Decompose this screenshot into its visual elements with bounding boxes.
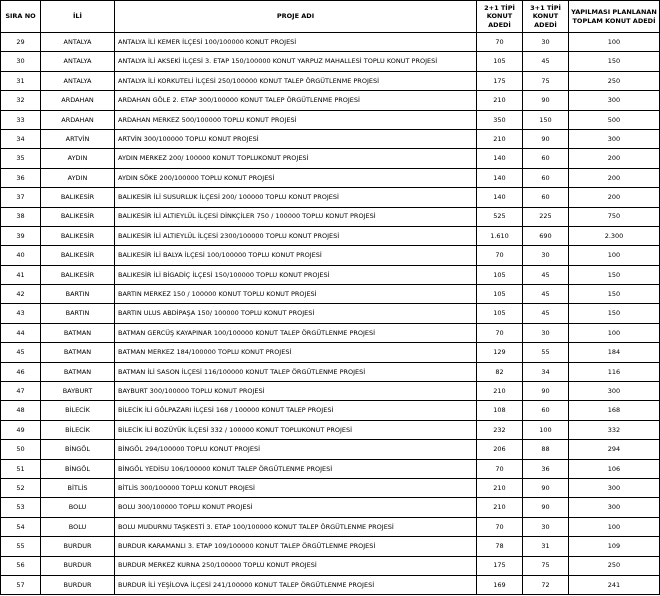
cell-sira-no: 35 [1,149,41,168]
cell-toplam-konut: 2.300 [569,226,660,245]
cell-toplam-konut: 100 [569,517,660,536]
cell-2-1-konut: 140 [477,149,523,168]
cell-toplam-konut: 150 [569,304,660,323]
table-row [1,33,660,52]
cell-toplam-konut: 300 [569,478,660,497]
cell-3-1-konut: 90 [523,129,569,148]
cell-3-1-konut: 690 [523,226,569,245]
table-row [1,575,660,594]
cell-proje-adi: AYDIN SÖKE 200/100000 TOPLU KONUT PROJESİ [115,168,477,187]
cell-3-1-konut: 45 [523,285,569,304]
cell-il: BARTIN [41,304,115,323]
cell-sira-no: 46 [1,362,41,381]
cell-3-1-konut: 225 [523,207,569,226]
cell-il: BAYBURT [41,382,115,401]
cell-il: BATMAN [41,362,115,381]
cell-sira-no: 40 [1,246,41,265]
table-row [1,362,660,381]
table-body [1,33,660,595]
cell-3-1-konut: 100 [523,420,569,439]
cell-toplam-konut: 100 [569,246,660,265]
cell-il: AYDIN [41,149,115,168]
cell-2-1-konut: 169 [477,575,523,594]
cell-toplam-konut: 100 [569,323,660,342]
cell-2-1-konut: 210 [477,129,523,148]
cell-sira-no: 36 [1,168,41,187]
cell-sira-no: 31 [1,71,41,90]
cell-2-1-konut: 210 [477,478,523,497]
cell-3-1-konut: 34 [523,362,569,381]
cell-proje-adi: BURDUR KARAMANLI 3. ETAP 109/100000 KONUT TALEP ÖRGÜTLENME PROJESİ [115,537,477,556]
table-row [1,188,660,207]
cell-toplam-konut: 300 [569,382,660,401]
table-row [1,498,660,517]
cell-proje-adi: BATMAN MERKEZ 184/100000 TOPLU KONUT PROJESİ [115,343,477,362]
table-row [1,91,660,110]
cell-il: BALIKESİR [41,188,115,207]
cell-proje-adi: ARDAHAN GÖLE 2. ETAP 300/100000 KONUT TALEP ÖRGÜTLENME PROJESİ [115,91,477,110]
cell-3-1-konut: 60 [523,149,569,168]
cell-il: BİTLİS [41,478,115,497]
cell-sira-no: 54 [1,517,41,536]
table-row [1,129,660,148]
cell-2-1-konut: 232 [477,420,523,439]
cell-toplam-konut: 200 [569,168,660,187]
table-row [1,304,660,323]
table-row [1,285,660,304]
cell-proje-adi: BARTIN MERKEZ 150 / 100000 KONUT TOPLU KONUT PROJESİ [115,285,477,304]
cell-3-1-konut: 30 [523,517,569,536]
cell-proje-adi: BİLECİK İLİ BOZÜYÜK İLÇESİ 332 / 100000 KONUT TOPLUKONUT PROJESİ [115,420,477,439]
cell-toplam-konut: 150 [569,265,660,284]
cell-proje-adi: BALIKESİR İLİ BALYA İLÇESİ 100/100000 TOPLU KONUT PROJESİ [115,246,477,265]
cell-3-1-konut: 90 [523,498,569,517]
cell-3-1-konut: 31 [523,537,569,556]
cell-sira-no: 37 [1,188,41,207]
cell-3-1-konut: 45 [523,265,569,284]
cell-il: BARTIN [41,285,115,304]
cell-il: BİLECİK [41,420,115,439]
header-3-1-konut: 3+1 TİPİ KONUT ADEDİ [523,1,569,33]
cell-proje-adi: BALIKESİR İLİ BİGADİÇ İLÇESİ 150/100000 TOPLU KONUT PROJESİ [115,265,477,284]
cell-toplam-konut: 150 [569,52,660,71]
cell-il: BALIKESİR [41,226,115,245]
cell-2-1-konut: 70 [477,33,523,52]
cell-proje-adi: BARTIN ULUS ABDİPAŞA 150/ 100000 TOPLU KONUT PROJESİ [115,304,477,323]
table-row [1,246,660,265]
cell-proje-adi: BİTLİS 300/100000 TOPLU KONUT PROJESİ [115,478,477,497]
cell-proje-adi: BURDUR MERKEZ KURNA 250/100000 TOPLU KONUT PROJESİ [115,556,477,575]
table-row [1,110,660,129]
cell-sira-no: 49 [1,420,41,439]
table-row [1,343,660,362]
cell-2-1-konut: 129 [477,343,523,362]
cell-proje-adi: BİNGÖL 294/100000 TOPLU KONUT PROJESİ [115,440,477,459]
cell-il: BURDUR [41,556,115,575]
cell-sira-no: 55 [1,537,41,556]
cell-il: AYDIN [41,168,115,187]
cell-3-1-konut: 36 [523,459,569,478]
cell-3-1-konut: 45 [523,304,569,323]
cell-proje-adi: BİLECİK İLİ GÖLPAZARI İLÇESİ 168 / 100000 KONUT TALEP PROJESİ [115,401,477,420]
cell-proje-adi: BALIKESİR İLİ ALTIEYLÜL İLÇESİ 2300/100000 TOPLU KONUT PROJESİ [115,226,477,245]
cell-toplam-konut: 150 [569,285,660,304]
cell-il: ANTALYA [41,71,115,90]
table-row [1,556,660,575]
cell-il: ANTALYA [41,33,115,52]
cell-sira-no: 41 [1,265,41,284]
table-row [1,440,660,459]
cell-proje-adi: BOLU 300/100000 TOPLU KONUT PROJESİ [115,498,477,517]
cell-proje-adi: AYDIN MERKEZ 200/ 100000 KONUT TOPLUKONUT PROJESİ [115,149,477,168]
cell-sira-no: 29 [1,33,41,52]
cell-proje-adi: BİNGÖL YEDİSU 106/100000 KONUT TALEP ÖRGÜTLENME PROJESİ [115,459,477,478]
cell-2-1-konut: 70 [477,323,523,342]
cell-2-1-konut: 210 [477,91,523,110]
cell-il: BURDUR [41,537,115,556]
table-row [1,517,660,536]
cell-3-1-konut: 75 [523,71,569,90]
table-row [1,226,660,245]
cell-3-1-konut: 60 [523,401,569,420]
cell-proje-adi: BATMAN GERCÜŞ KAYAPINAR 100/100000 KONUT TALEP ÖRGÜTLENME PROJESİ [115,323,477,342]
cell-proje-adi: BATMAN İLİ SASON İLÇESİ 116/100000 KONUT TALEP ÖRGÜTLENME PROJESİ [115,362,477,381]
header-il: İLİ [41,1,115,33]
cell-2-1-konut: 108 [477,401,523,420]
cell-sira-no: 53 [1,498,41,517]
cell-3-1-konut: 30 [523,323,569,342]
table-row [1,382,660,401]
cell-toplam-konut: 168 [569,401,660,420]
cell-toplam-konut: 184 [569,343,660,362]
cell-toplam-konut: 200 [569,188,660,207]
cell-2-1-konut: 78 [477,537,523,556]
cell-2-1-konut: 350 [477,110,523,129]
cell-proje-adi: ANTALYA İLİ KEMER İLÇESİ 100/100000 KONUT PROJESİ [115,33,477,52]
cell-il: BALIKESİR [41,246,115,265]
cell-proje-adi: BAYBURT 300/100000 TOPLU KONUT PROJESİ [115,382,477,401]
table-header [1,1,660,33]
cell-2-1-konut: 105 [477,304,523,323]
cell-il: BİLECİK [41,401,115,420]
cell-sira-no: 44 [1,323,41,342]
cell-3-1-konut: 150 [523,110,569,129]
table-row [1,149,660,168]
cell-sira-no: 52 [1,478,41,497]
cell-2-1-konut: 175 [477,71,523,90]
cell-toplam-konut: 750 [569,207,660,226]
cell-toplam-konut: 100 [569,33,660,52]
cell-toplam-konut: 250 [569,71,660,90]
cell-proje-adi: BALIKESİR İLİ ALTIEYLÜL İLÇESİ DİNKÇİLER 750 / 100000 TOPLU KONUT PROJESİ [115,207,477,226]
cell-toplam-konut: 200 [569,149,660,168]
cell-3-1-konut: 30 [523,33,569,52]
cell-toplam-konut: 106 [569,459,660,478]
cell-il: BATMAN [41,323,115,342]
cell-sira-no: 42 [1,285,41,304]
cell-2-1-konut: 210 [477,498,523,517]
table-row [1,52,660,71]
cell-toplam-konut: 300 [569,498,660,517]
cell-3-1-konut: 45 [523,52,569,71]
cell-il: BOLU [41,498,115,517]
header-toplam-konut: YAPILMASI PLANLANAN TOPLAM KONUT ADEDİ [569,1,660,33]
cell-2-1-konut: 525 [477,207,523,226]
cell-3-1-konut: 88 [523,440,569,459]
header-row [1,1,660,33]
table-row [1,168,660,187]
cell-sira-no: 56 [1,556,41,575]
table-row [1,265,660,284]
header-proje-adi: PROJE ADI [115,1,477,33]
cell-3-1-konut: 90 [523,478,569,497]
cell-toplam-konut: 332 [569,420,660,439]
table-row [1,420,660,439]
cell-3-1-konut: 90 [523,382,569,401]
cell-3-1-konut: 30 [523,246,569,265]
cell-sira-no: 33 [1,110,41,129]
cell-proje-adi: BURDUR İLİ YEŞİLOVA İLÇESİ 241/100000 KONUT TALEP ÖRGÜTLENME PROJESİ [115,575,477,594]
cell-sira-no: 48 [1,401,41,420]
cell-sira-no: 43 [1,304,41,323]
cell-sira-no: 50 [1,440,41,459]
cell-il: BİNGÖL [41,440,115,459]
cell-proje-adi: ARDAHAN MERKEZ 500/100000 TOPLU KONUT PROJESİ [115,110,477,129]
cell-2-1-konut: 82 [477,362,523,381]
cell-3-1-konut: 75 [523,556,569,575]
cell-sira-no: 57 [1,575,41,594]
cell-2-1-konut: 210 [477,382,523,401]
cell-il: BOLU [41,517,115,536]
cell-2-1-konut: 140 [477,188,523,207]
header-sira-no: SIRA NO [1,1,41,33]
cell-proje-adi: ANTALYA İLİ KORKUTELİ İLÇESİ 250/100000 KONUT TALEP ÖRGÜTLENME PROJESİ [115,71,477,90]
cell-il: BALIKESİR [41,207,115,226]
cell-3-1-konut: 60 [523,188,569,207]
table-row [1,323,660,342]
cell-2-1-konut: 175 [477,556,523,575]
cell-proje-adi: BOLU MUDURNU TAŞKESTİ 3. ETAP 100/100000 KONUT TALEP ÖRGÜTLENME PROJESİ [115,517,477,536]
cell-2-1-konut: 70 [477,459,523,478]
cell-sira-no: 38 [1,207,41,226]
cell-3-1-konut: 90 [523,91,569,110]
cell-toplam-konut: 300 [569,91,660,110]
cell-il: BURDUR [41,575,115,594]
header-2-1-konut: 2+1 TİPİ KONUT ADEDİ [477,1,523,33]
cell-toplam-konut: 116 [569,362,660,381]
cell-toplam-konut: 241 [569,575,660,594]
cell-3-1-konut: 60 [523,168,569,187]
cell-2-1-konut: 105 [477,52,523,71]
cell-toplam-konut: 294 [569,440,660,459]
cell-proje-adi: BALIKESİR İLİ SUSURLUK İLÇESİ 200/ 100000 TOPLU KONUT PROJESİ [115,188,477,207]
cell-2-1-konut: 70 [477,517,523,536]
cell-sira-no: 34 [1,129,41,148]
cell-il: ARDAHAN [41,110,115,129]
table-row [1,207,660,226]
cell-toplam-konut: 500 [569,110,660,129]
table-row [1,401,660,420]
cell-proje-adi: ANTALYA İLİ AKSEKİ İLÇESİ 3. ETAP 150/100000 KONUT YARPUZ MAHALLESİ TOPLU KONUT PROJESİ [115,52,477,71]
cell-sira-no: 51 [1,459,41,478]
cell-il: ANTALYA [41,52,115,71]
cell-il: ARTVİN [41,129,115,148]
table-row [1,478,660,497]
cell-il: ARDAHAN [41,91,115,110]
cell-sira-no: 30 [1,52,41,71]
cell-2-1-konut: 1.610 [477,226,523,245]
cell-3-1-konut: 72 [523,575,569,594]
cell-sira-no: 39 [1,226,41,245]
cell-il: BALIKESİR [41,265,115,284]
cell-il: BATMAN [41,343,115,362]
cell-proje-adi: ARTVİN 300/100000 TOPLU KONUT PROJESİ [115,129,477,148]
table-row [1,459,660,478]
cell-toplam-konut: 109 [569,537,660,556]
table-row [1,71,660,90]
cell-sira-no: 32 [1,91,41,110]
cell-2-1-konut: 140 [477,168,523,187]
cell-2-1-konut: 105 [477,265,523,284]
cell-2-1-konut: 70 [477,246,523,265]
cell-3-1-konut: 55 [523,343,569,362]
cell-toplam-konut: 300 [569,129,660,148]
cell-il: BİNGÖL [41,459,115,478]
table-row [1,537,660,556]
cell-2-1-konut: 105 [477,285,523,304]
cell-toplam-konut: 250 [569,556,660,575]
cell-2-1-konut: 206 [477,440,523,459]
cell-sira-no: 47 [1,382,41,401]
cell-sira-no: 45 [1,343,41,362]
